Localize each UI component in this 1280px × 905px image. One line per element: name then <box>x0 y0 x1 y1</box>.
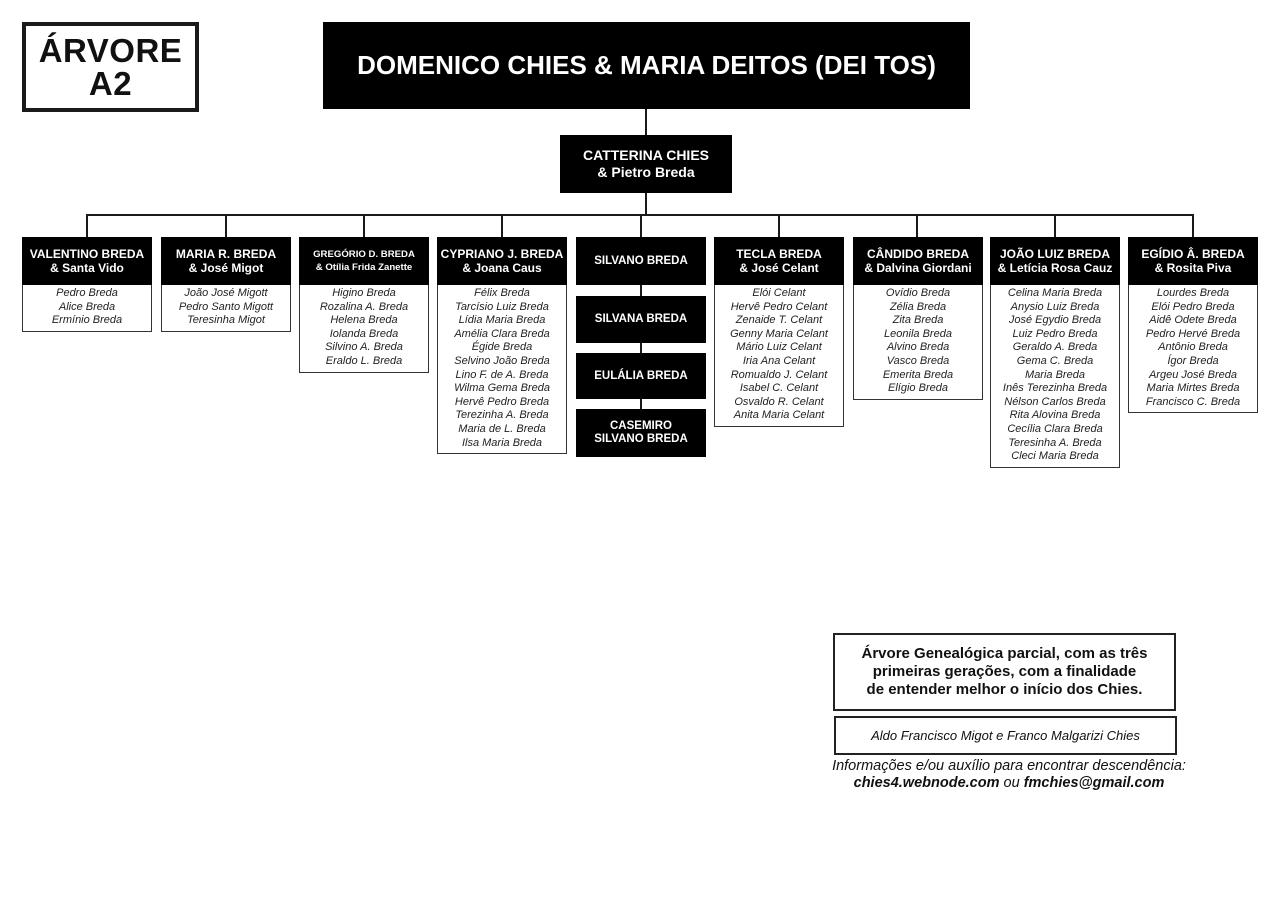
great-grandchildren-list <box>437 285 567 454</box>
child-couple-box <box>560 135 732 193</box>
grandchild-name: JOÃO LUIZ BREDA <box>999 247 1110 261</box>
list-item: Anysio Luiz Breda <box>1010 300 1100 313</box>
tree-label-line2: A2 <box>88 65 133 102</box>
grandchild-name: VALENTINO BREDA <box>29 247 145 261</box>
list-item: Amélia Clara Breda <box>454 327 550 340</box>
list-item: Leonila Breda <box>884 327 952 340</box>
root-couple-title: DOMENICO CHIES & MARIA DEITOS (DEI TOS) <box>357 50 936 80</box>
list-item: Rita Alovina Breda <box>1009 409 1101 422</box>
great-grandchildren-list <box>1128 285 1258 413</box>
list-item: Lino F. de A. Breda <box>455 368 549 381</box>
list-item: Lourdes Breda <box>1156 287 1230 299</box>
list-item: Maria de L. Breda <box>458 422 546 435</box>
list-item: Elói Pedro Breda <box>1151 300 1235 313</box>
contact-line1: Informações e/ou auxílio para encontrar descendência: <box>832 758 1186 774</box>
list-item: Francisco C. Breda <box>1145 395 1241 408</box>
list-item: Genny Maria Celant <box>730 327 828 340</box>
drop-line <box>778 214 780 237</box>
list-item: Mário Luiz Celant <box>736 341 822 354</box>
drop-line <box>1192 214 1194 237</box>
list-item: Higino Breda <box>332 287 396 299</box>
single-grandchild-box <box>576 409 706 457</box>
great-grandchildren-list <box>299 285 429 373</box>
grandchild-spouse: & Rosita Piva <box>1154 261 1232 275</box>
single-grandchild-name-line2: SILVANO BREDA <box>594 433 688 445</box>
grandchild-header <box>437 237 567 285</box>
drop-line <box>916 214 918 237</box>
grandchild-header <box>1128 237 1258 285</box>
drop-line <box>225 214 227 237</box>
list-item: João José Migott <box>184 287 268 299</box>
list-item: Wilma Gema Breda <box>454 382 550 395</box>
tree-label-line1: ÁRVORE <box>38 32 183 69</box>
description-note <box>833 633 1176 711</box>
list-item: Eraldo L. Breda <box>325 354 403 367</box>
contact-info <box>800 758 1218 792</box>
single-grandchild-name: EULÁLIA BREDA <box>594 369 688 382</box>
list-item: Zita Breda <box>892 314 944 327</box>
list-item: Ígor Breda <box>1167 354 1219 367</box>
list-item: Hervê Pedro Breda <box>454 395 550 408</box>
grandchild-header <box>714 237 844 285</box>
single-grandchild-name: SILVANA BREDA <box>594 313 688 325</box>
list-item: Ilsa Maria Breda <box>461 436 543 449</box>
grandchild-name: CYPRIANO J. BREDA <box>440 247 564 261</box>
list-item: José Egydio Breda <box>1008 314 1102 327</box>
grandchild-header <box>853 237 983 285</box>
single-grandchild-box <box>576 237 706 285</box>
grandchild-name: GREGÓRIO D. BREDA <box>313 249 415 260</box>
great-grandchildren-list <box>22 285 152 332</box>
child-spouse: & Pietro Breda <box>597 164 695 180</box>
list-item: Cecília Clara Breda <box>1007 422 1103 435</box>
list-item: Ovídio Breda <box>885 287 951 299</box>
contact-separator: ou <box>1003 775 1024 791</box>
grandchild-card-cypriano <box>437 237 567 454</box>
list-item: Tarcísio Luiz Breda <box>455 300 549 313</box>
great-grandchildren-list <box>161 285 291 332</box>
list-item: Luiz Pedro Breda <box>1012 327 1098 340</box>
list-item: Gema C. Breda <box>1016 354 1094 367</box>
great-grandchildren-list <box>714 285 844 427</box>
list-item: Inês Terezinha Breda <box>1002 382 1108 395</box>
list-item: Geraldo A. Breda <box>1012 341 1098 354</box>
list-item: Lídia Maria Breda <box>458 314 546 327</box>
list-item: Nélson Carlos Breda <box>1004 395 1106 408</box>
connector-child-bar <box>645 193 647 215</box>
tree-label <box>22 22 199 112</box>
great-grandchildren-list <box>853 285 983 400</box>
list-item: Hervê Pedro Celant <box>730 300 828 313</box>
connector-root-child <box>645 109 647 135</box>
grandchild-spouse: & Joana Caus <box>462 261 542 275</box>
grandchild-spouse: & Letícia Rosa Cauz <box>997 261 1113 275</box>
list-item: Iria Ana Celant <box>742 354 816 367</box>
grandchild-spouse: & José Migot <box>188 261 264 275</box>
grandchild-spouse: & José Celant <box>739 261 819 275</box>
grandchild-name: CÂNDIDO BREDA <box>867 247 969 261</box>
grandchild-header <box>990 237 1120 285</box>
list-item: Selvino João Breda <box>454 354 550 367</box>
list-item: Celina Maria Breda <box>1007 287 1103 299</box>
authors-text: Aldo Francisco Migot e Franco Malgarizi Chies <box>871 728 1140 743</box>
grandchild-spouse: & Santa Vido <box>50 261 124 275</box>
list-item: Terezinha A. Breda <box>455 409 549 422</box>
website-link[interactable]: chies4.webnode.com <box>853 775 1000 791</box>
grandchild-header <box>299 237 429 285</box>
grandchild-card-joao-luiz <box>990 237 1120 468</box>
list-item: Romualdo J. Celant <box>730 368 828 381</box>
list-item: Maria Mirtes Breda <box>1146 382 1240 395</box>
list-item: Elói Celant <box>752 287 806 299</box>
grandchild-header <box>161 237 291 285</box>
list-item: Helena Breda <box>330 314 398 327</box>
list-item: Emerita Breda <box>882 368 954 381</box>
list-item: Silvino A. Breda <box>325 341 403 354</box>
great-grandchildren-list <box>990 285 1120 468</box>
list-item: Félix Breda <box>474 287 530 299</box>
drop-line <box>86 214 88 237</box>
list-item: Zélia Breda <box>889 300 947 313</box>
single-grandchild-box <box>576 296 706 343</box>
grandchild-header <box>22 237 152 285</box>
drop-line <box>640 214 642 237</box>
grandchild-card-tecla <box>714 237 844 427</box>
list-item: Anita Maria Celant <box>733 409 825 422</box>
email-link[interactable]: fmchies@gmail.com <box>1023 775 1165 791</box>
authors-box <box>834 716 1177 755</box>
list-item: Vasco Breda <box>886 354 950 367</box>
grandchild-card-gregorio <box>299 237 429 373</box>
drop-line <box>501 214 503 237</box>
single-grandchild-name: CASEMIRO <box>610 420 672 432</box>
grandchild-card-maria <box>161 237 291 332</box>
list-item: Antônio Breda <box>1158 341 1228 354</box>
list-item: Ermínio Breda <box>51 314 123 327</box>
grandchild-name: TECLA BREDA <box>736 247 822 261</box>
drop-line <box>363 214 365 237</box>
list-item: Cleci Maria Breda <box>1011 450 1099 463</box>
drop-line <box>1054 214 1056 237</box>
list-item: Zenaide T. Celant <box>735 314 823 327</box>
list-item: Pedro Breda <box>56 287 118 299</box>
single-grandchild-box <box>576 353 706 399</box>
grandchild-card-valentino <box>22 237 152 332</box>
note-line2: primeiras gerações, com a finalidade <box>872 663 1137 680</box>
list-item: Teresinha Migot <box>187 314 265 327</box>
list-item: Alice Breda <box>58 300 116 313</box>
child-name: CATTERINA CHIES <box>583 147 709 163</box>
single-grandchild-name: SILVANO BREDA <box>594 254 688 267</box>
list-item: Égide Breda <box>471 341 533 354</box>
grandchild-spouse: & Dalvina Giordani <box>864 261 972 275</box>
contact-line2 <box>800 775 1218 792</box>
note-line1: Árvore Genealógica parcial, com as três <box>861 645 1148 662</box>
grandchild-card-candido <box>853 237 983 400</box>
grandchild-card-egidio <box>1128 237 1258 413</box>
list-item: Elígio Breda <box>888 382 948 395</box>
list-item: Argeu José Breda <box>1148 368 1238 381</box>
list-item: Aidê Odete Breda <box>1149 314 1237 327</box>
grandchild-spouse: & Otília Frida Zanette <box>315 262 413 273</box>
list-item: Isabel C. Celant <box>739 382 819 395</box>
list-item: Maria Breda <box>1025 368 1085 381</box>
list-item: Osvaldo R. Celant <box>734 395 824 408</box>
list-item: Iolanda Breda <box>329 327 399 340</box>
root-couple-box <box>323 22 970 109</box>
list-item: Pedro Hervé Breda <box>1145 327 1241 340</box>
list-item: Alvino Breda <box>886 341 950 354</box>
note-line3: de entender melhor o início dos Chies. <box>866 681 1143 698</box>
list-item: Pedro Santo Migott <box>178 300 274 313</box>
list-item: Teresinha A. Breda <box>1008 436 1102 449</box>
grandchild-name: MARIA R. BREDA <box>175 247 277 261</box>
grandchild-name: EGÍDIO Â. BREDA <box>1141 247 1245 261</box>
list-item: Rozalina A. Breda <box>319 300 409 313</box>
